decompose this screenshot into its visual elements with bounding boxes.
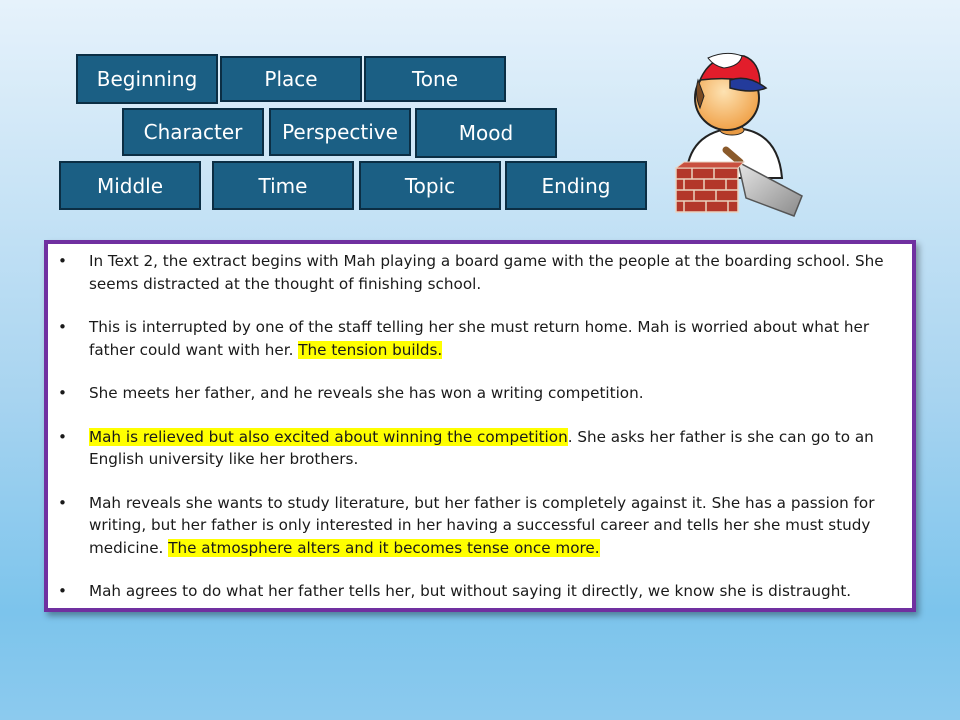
tile-middle: Middle: [59, 161, 201, 210]
bullet-point: [58, 580, 902, 603]
tile-topic: Topic: [359, 161, 501, 210]
bullet-point: [58, 382, 902, 405]
bullet-text: Mah reveals she wants to study literature, but her father is completely against it. She has a passion for writing, but her father is only interested in her having a successful career and tells her she must study medicine.: [89, 493, 875, 557]
bullet-text: This is interrupted by one of the staff telling her she must return home. Mah is worried about what her father could want with her.: [89, 318, 870, 359]
bullet-text: In Text 2, the extract begins with Mah playing a board game with the people at the boarding school. She seems distracted at the thought of finishing school.: [89, 252, 884, 293]
tile-character: Character: [122, 108, 264, 156]
tile-mood: Mood: [415, 108, 557, 158]
bullet-text: . She asks her father is she can go to an English university like her brothers.: [89, 427, 874, 468]
bullet-text: She meets her father, and he reveals she has won a writing competition.: [89, 384, 644, 402]
highlighted-text: Mah is relieved but also excited about winning the competition: [89, 427, 568, 446]
tile-tone: Tone: [364, 56, 506, 102]
bullet-point: [58, 316, 902, 361]
bullet-marker: •: [58, 493, 67, 512]
tile-beginning: Beginning: [76, 54, 218, 104]
bullet-point: [58, 492, 902, 560]
bullet-point: [58, 426, 902, 471]
bullet-marker: •: [58, 427, 67, 446]
bullet-marker: •: [58, 582, 67, 600]
highlighted-text: The atmosphere alters and it becomes tense once more.: [168, 538, 600, 557]
summary-bullet-list: [58, 250, 902, 603]
bullet-marker: •: [58, 384, 67, 402]
bullet-point: [58, 250, 902, 295]
tile-ending: Ending: [505, 161, 647, 210]
bricklayer-figure-icon: [668, 50, 808, 220]
tile-place: Place: [220, 56, 362, 102]
bullet-marker: •: [58, 252, 67, 270]
summary-text-box: [44, 240, 916, 612]
tile-perspective: Perspective: [269, 108, 411, 156]
bullet-text: Mah agrees to do what her father tells her, but without saying it directly, we know she is distraught.: [89, 582, 852, 600]
tile-time: Time: [212, 161, 354, 210]
highlighted-text: The tension builds.: [298, 340, 443, 359]
bullet-marker: •: [58, 318, 67, 336]
